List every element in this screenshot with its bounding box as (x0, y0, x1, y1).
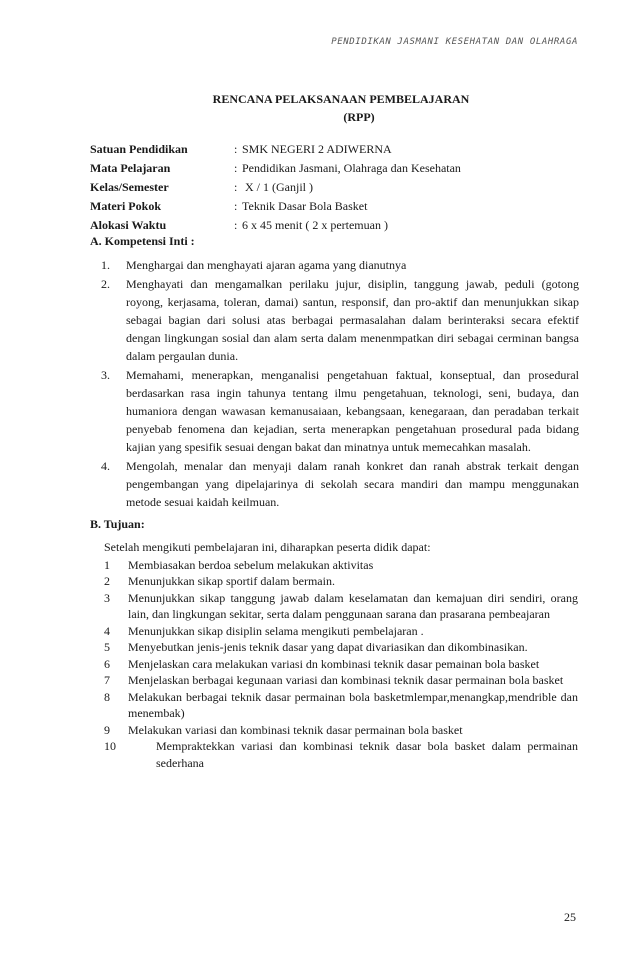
list-text: Menghargai dan menghayati ajaran agama yang dianutnya (126, 258, 407, 272)
list-number: 4. (101, 459, 110, 473)
list-number: 1. (101, 258, 110, 272)
list-text: Menunjukkan sikap disiplin selama mengikuti pembelajaran . (128, 623, 424, 638)
tujuan-intro: Setelah mengikuti pembelajaran ini, diharapkan peserta didik dapat: (104, 540, 431, 554)
info-separator: : (234, 199, 238, 213)
info-value: Teknik Dasar Bola Basket (242, 199, 368, 213)
list-item (104, 738, 578, 771)
list-number: 4 (104, 623, 110, 638)
list-number: 3 (104, 590, 110, 605)
list-text: Menjelaskan berbagai kegunaan variasi dan kombinasi teknik dasar permainan bola basket (128, 673, 564, 687)
list-item (104, 656, 578, 673)
info-row (90, 159, 461, 178)
info-label: Materi Pokok (90, 199, 161, 213)
document-subtitle: (RPP) (343, 110, 375, 124)
section-heading-tujuan: B. Tujuan: (90, 517, 145, 531)
kompetensi-list (101, 256, 579, 512)
list-item (101, 366, 579, 456)
list-number: 6 (104, 656, 110, 671)
tujuan-list (104, 539, 578, 771)
list-text: Menunjukkan sikap sportif dalam bermain. (128, 574, 335, 588)
list-number: 10 (104, 739, 116, 753)
info-separator: : (234, 218, 238, 232)
info-row (90, 178, 461, 197)
list-number: 5 (104, 640, 110, 654)
info-row (90, 140, 461, 159)
info-value: X / 1 (Ganjil ) (242, 180, 313, 194)
list-text: Membiasakan berdoa sebelum melakukan aktivitas (128, 557, 374, 572)
list-text: Mempraktekkan variasi dan kombinasi teknik dasar bola basket dalam permainan sederhana (156, 739, 578, 770)
info-value: Pendidikan Jasmani, Olahraga dan Kesehatan (242, 161, 461, 175)
list-text: Menyebutkan jenis-jenis teknik dasar yang dapat divariasikan dan dikombinasikan. (128, 640, 528, 654)
list-number: 8 (104, 689, 110, 704)
section-heading-kompetensi: A. Kompetensi Inti : (90, 234, 195, 248)
list-number: 7 (104, 673, 110, 687)
list-number: 2. (101, 277, 110, 291)
list-text: Menunjukkan sikap tanggung jawab dalam keselamatan dan kemajuan diri sendiri, orang lain, dan lingkungan sekitar, serta dalam penggunaan sarana dan prasarana pembeajaran (128, 590, 578, 621)
list-text: Memahami, menerapkan, menganalisi pengetahuan faktual, konseptual, dan prosedural berdasarkan rasa ingin tahunya tentang ilmu pengetahuan, teknologi, seni, budaya, dan humaniora dengan wawasan kemanusaiaan, kebangsaan, kenegaraan, dan peradaban terkait penyebab fenomena dan kejadian, serta menerapkan pengetahuan prosedural pada bidang kajian yang spesifik sesuai dengan bakat dan minatnya untuk memecahkan masalah. (126, 368, 579, 454)
info-label: Satuan Pendidikan (90, 142, 188, 156)
info-value: SMK NEGERI 2 ADIWERNA (242, 142, 392, 156)
info-row (90, 216, 461, 235)
list-item (104, 623, 578, 640)
list-number: 2 (104, 574, 110, 588)
page-number: 25 (564, 910, 576, 924)
list-item (104, 557, 578, 574)
list-number: 3. (101, 368, 110, 382)
info-separator: : (234, 142, 238, 156)
list-item (104, 590, 578, 623)
list-text: Menghayati dan mengamalkan perilaku jujur, disiplin, tanggung jawab, peduli (gotong royong, kerjasama, toleran, damai) santun, responsif, dan pro-aktif dan menunjukkan sikap sebagai bagian dari solusi atas berbagai permasalahan dalam berinteraksi secara efektif dengan lingkungan sosial dan alam serta dalam menenmpatkan diri sebagai cerminan bangsa dalam pergaulan dunia. (126, 277, 579, 363)
info-label: Alokasi Waktu (90, 218, 167, 232)
list-text: Melakukan berbagai teknik dasar permainan bola basketmlempar,menangkap,mendrible dan menembak) (128, 689, 578, 720)
info-separator: : (234, 161, 238, 175)
list-item (101, 275, 579, 365)
list-item (101, 457, 579, 511)
list-number: 1 (104, 557, 110, 572)
list-item (104, 672, 578, 689)
list-text: Melakukan variasi dan kombinasi teknik dasar permainan bola basket (128, 722, 463, 737)
info-separator: : (234, 180, 238, 194)
info-table (90, 140, 461, 235)
list-number: 9 (104, 722, 110, 737)
list-text: Mengolah, menalar dan menyaji dalam ranah konkret dan ranah abstrak terkait dengan pengembangan yang dipelajarinya di sekolah secara mandiri dan mampu menggunakan metode sesuai kaidah keilmuan. (126, 459, 579, 509)
running-header: PENDIDIKAN JASMANI KESEHATAN DAN OLAHRAGA (331, 37, 578, 47)
info-label: Kelas/Semester (90, 180, 169, 194)
list-text: Menjelaskan cara melakukan variasi dn kombinasi teknik dasar pemainan bola basket (128, 656, 540, 671)
list-item (101, 256, 579, 274)
list-item (104, 639, 578, 656)
info-value: 6 x 45 menit ( 2 x pertemuan ) (242, 218, 388, 232)
info-label: Mata Pelajaran (90, 161, 171, 175)
info-row (90, 197, 461, 216)
list-item (104, 573, 578, 590)
document-title: RENCANA PELAKSANAAN PEMBELAJARAN (212, 92, 470, 106)
list-item (104, 689, 578, 722)
list-item (104, 722, 578, 739)
